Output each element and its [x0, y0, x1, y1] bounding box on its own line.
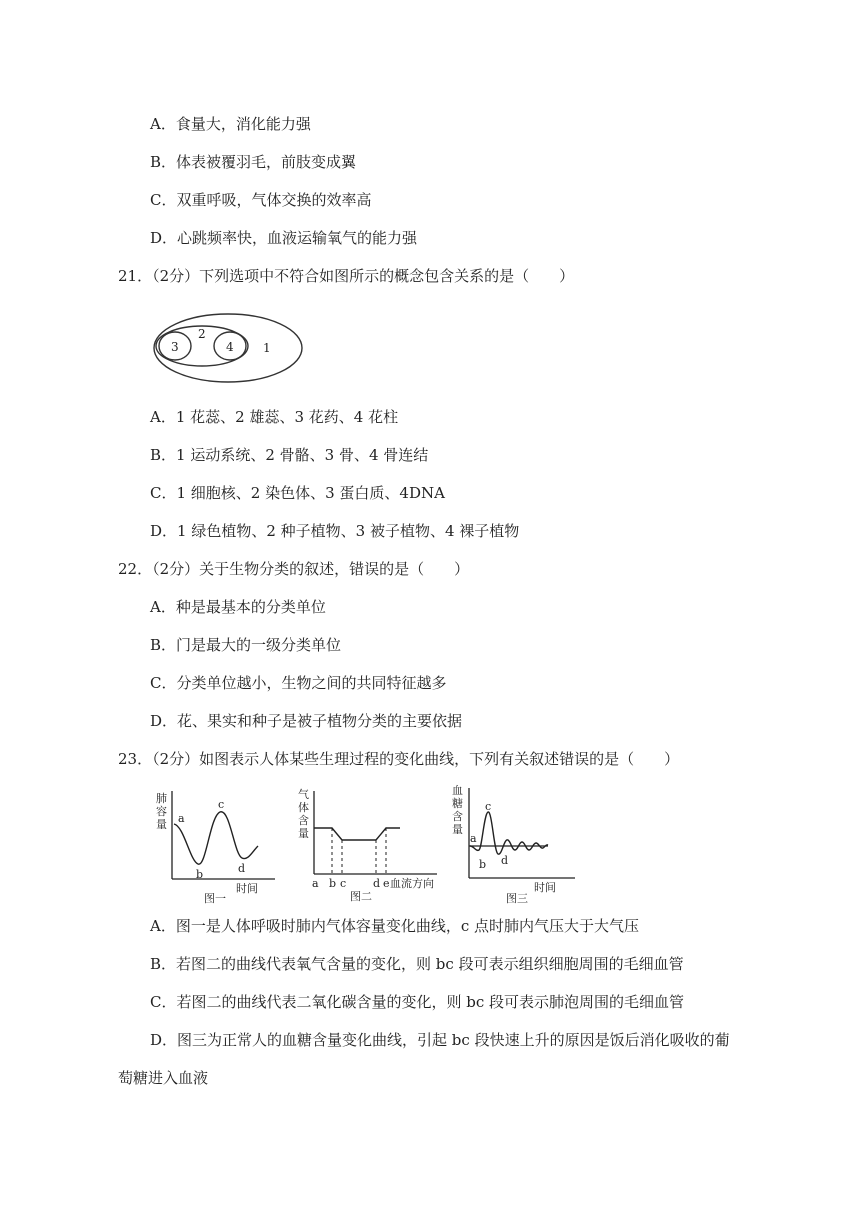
fig1-ylabel-3: 量 — [156, 818, 167, 831]
q23-option-d-continued: 萄糖进入血液 — [118, 1069, 209, 1087]
fig2-point-e: e — [383, 877, 390, 890]
q23-figure-3 — [450, 780, 580, 904]
q22-stem: 22．（2分）关于生物分类的叙述，错误的是（ ） — [118, 560, 470, 578]
fig2-ylabel-2: 体 — [298, 801, 309, 814]
fig3-point-b: b — [479, 858, 487, 871]
q21-option-b: B．1 运动系统、2 骨骼、3 骨、4 骨连结 — [150, 446, 429, 464]
q23-option-c: C．若图二的曲线代表二氧化碳含量的变化，则 bc 段可表示肺泡周围的毛细血管 — [150, 993, 685, 1011]
fig1-curve — [174, 812, 258, 864]
q22-option-b: B．门是最大的一级分类单位 — [150, 636, 342, 654]
q20-option-d: D．心跳频率快，血液运输氧气的能力强 — [150, 229, 418, 247]
label-3: 3 — [171, 340, 179, 354]
q21-option-c: C．1 细胞核、2 染色体、3 蛋白质、4DNA — [150, 484, 445, 502]
fig1-point-c: c — [218, 798, 225, 811]
fig1-point-b: b — [196, 868, 204, 881]
q23-option-d: D．图三为正常人的血糖含量变化曲线，引起 bc 段快速上升的原因是饭后消化吸收的葡 — [150, 1031, 730, 1049]
fig1-point-d: d — [238, 862, 246, 875]
q22-option-c: C．分类单位越小，生物之间的共同特征越多 — [150, 674, 447, 692]
fig3-ylabel-3: 含 — [452, 810, 463, 823]
fig2-point-d: d — [373, 877, 381, 890]
fig3-ylabel-1: 血 — [452, 784, 463, 797]
fig2-point-b: b — [329, 877, 337, 890]
fig2-xlabel: 血流方向 — [390, 877, 434, 890]
q23-stem: 23．（2分）如图表示人体某些生理过程的变化曲线，下列有关叙述错误的是（ ） — [118, 750, 680, 768]
label-2: 2 — [198, 327, 206, 341]
q23-option-a: A．图一是人体呼吸时肺内气体容量变化曲线，c 点时肺内气压大于大气压 — [150, 917, 640, 935]
fig1-ylabel-2: 容 — [156, 805, 167, 818]
fig3-ylabel-4: 量 — [452, 823, 463, 836]
q22-option-a: A．种是最基本的分类单位 — [150, 598, 326, 616]
fig3-ylabel-2: 糖 — [452, 797, 463, 810]
fig2-ylabel-4: 量 — [298, 827, 309, 840]
q21-option-a: A．1 花蕊、2 雄蕊、3 花药、4 花柱 — [150, 408, 399, 426]
fig2-ylabel-3: 含 — [298, 814, 309, 827]
fig3-point-d: d — [501, 854, 509, 867]
fig1-ylabel-1: 肺 — [156, 792, 167, 805]
q20-option-b: B．体表被覆羽毛，前肢变成翼 — [150, 153, 357, 171]
q21-option-d: D．1 绿色植物、2 种子植物、3 被子植物、4 裸子植物 — [150, 522, 520, 540]
fig1-caption: 图一 — [204, 892, 226, 904]
q23-figure-2 — [292, 786, 442, 904]
q20-option-a: A．食量大，消化能力强 — [150, 115, 311, 133]
q22-option-d: D．花、果实和种子是被子植物分类的主要依据 — [150, 712, 463, 730]
fig3-point-c: c — [485, 800, 492, 813]
fig2-curve — [314, 828, 400, 840]
fig3-caption: 图三 — [506, 892, 528, 904]
label-1: 1 — [263, 341, 271, 355]
fig2-ylabel-1: 气 — [298, 788, 309, 801]
q23-option-b: B．若图二的曲线代表氧气含量的变化，则 bc 段可表示组织细胞周围的毛细血管 — [150, 955, 684, 973]
fig1-xlabel: 时间 — [236, 882, 258, 895]
fig3-point-a: a — [470, 832, 477, 845]
fig1-point-a: a — [178, 812, 185, 825]
q20-option-c: C．双重呼吸，气体交换的效率高 — [150, 191, 372, 209]
fig2-point-c: c — [340, 877, 347, 890]
fig2-point-a: a — [312, 877, 319, 890]
label-4: 4 — [226, 340, 234, 354]
fig2-caption: 图二 — [350, 890, 372, 903]
q21-nested-ellipse-figure — [150, 310, 310, 390]
fig3-curve — [470, 812, 548, 854]
q21-stem: 21．（2分）下列选项中不符合如图所示的概念包含关系的是（ ） — [118, 267, 575, 285]
q23-figure-1 — [150, 786, 280, 904]
fig3-xlabel: 时间 — [534, 881, 556, 894]
